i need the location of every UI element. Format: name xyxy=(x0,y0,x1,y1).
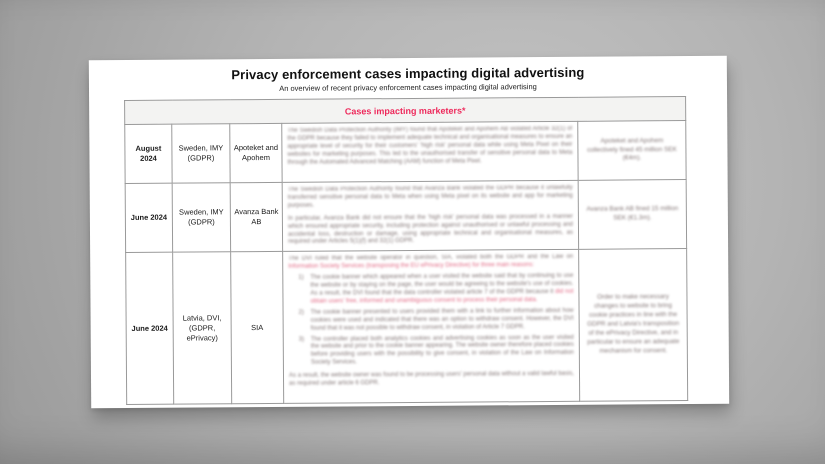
case-description-paragraph: In particular, Avanza Bank did not ensure that the 'high risk' personal data was processed in a manner which ensured appropriate security, including protection against unauthorised or unlawful processing and accidental loss, destruction or damage, using appropriate technical and organisational measures, as required under Articles 5(1)(f) and 32(1) GDPR. xyxy=(287,213,574,246)
case-outcome: Apoteket and Apohem collectively fined 45 million SEK (€4m). xyxy=(586,136,677,162)
page-subtitle: An overview of recent privacy enforcement cases impacting digital advertising xyxy=(279,82,537,93)
description-cell xyxy=(282,180,578,251)
authority-cell: Latvia, DVI, (GDPR, ePrivacy) xyxy=(173,252,232,404)
company-cell: Avanza Bank AB xyxy=(230,182,282,252)
outcome-cell xyxy=(578,180,687,250)
cases-table xyxy=(124,96,688,405)
table-row xyxy=(125,121,686,184)
highlighted-text: Information Society Services (transposing the EU ePrivacy Directive) for three main reasons: xyxy=(288,262,535,271)
document-page xyxy=(89,56,729,408)
outcome-cell xyxy=(578,121,686,181)
date-cell: August 2024 xyxy=(125,124,172,183)
date-cell: June 2024 xyxy=(125,183,172,253)
description-cell xyxy=(283,250,580,404)
case-outcome: Order to make necessary changes to website to bring cookie practices in line with the GDPR and Latvia's transposition of the ePrivacy Directive, and in particular to ensure an adequate mechanism for consent. xyxy=(587,293,680,355)
table-row xyxy=(125,180,687,253)
highlighted-text: did not obtain users' free, informed and unambiguous consent to process their personal data. xyxy=(310,288,574,305)
table-row xyxy=(126,249,688,405)
date-cell: June 2024 xyxy=(126,252,174,404)
company-cell: SIA xyxy=(231,252,284,404)
page-title: Privacy enforcement cases impacting digital advertising xyxy=(231,64,585,83)
case-list-item: 2) The cookie banner presented to users provided them with a link to further information about how cookies were used and indicated that there was an option to withdraw consent. However, the DVI found that it was not possible to withdraw consent, in violation of Article 7 GDPR. xyxy=(298,307,574,332)
company-cell: Apoteket and Apohem xyxy=(230,123,282,182)
case-description-conclusion: As a result, the website owner was found to be processing users' personal data without a valid lawful basis, as required under article 6 GDPR. xyxy=(288,370,575,387)
authority-cell: Sweden, IMY (GDPR) xyxy=(172,183,230,253)
case-description-paragraph: The Swedish Data Protection Authority found that Avanza Bank violated the GDPR because it unlawfully transferred sensitive personal data to Meta when using Meta pixel on its website and app for marketing purposes. xyxy=(287,184,573,209)
authority-cell: Sweden, IMY (GDPR) xyxy=(172,124,230,183)
description-cell xyxy=(282,121,578,182)
case-outcome: Avanza Bank AB fined 15 million SEK (€1.3m). xyxy=(586,205,679,222)
table-header: Cases impacting marketers* xyxy=(125,97,686,125)
case-description: The Swedish Data Protection Authority (IMY) found that Apoteket and Apohem AB violated Article 32(1) of the GDPR because they failed to implement adequate technical and organisational measures to ensure an appropriate level of security for their customers' 'high risk' personal data while using Meta Pixel on their websites for marketing purposes. This led to the unauthorised transfer of sensitive personal data to Meta through the Automated Advanced Matching (AAM) function of Meta Pixel. xyxy=(287,125,573,166)
case-list-item: 1) The cookie banner which appeared when a user visited the website said that by continuing to use the website or by staying on the page, the user would be agreeing to the website's use of cookies. As a result, the DVI found that the data controller violated article 7 of the GDPR because it did not obtain users' free, informed and unambiguous consent to process their personal data. xyxy=(298,273,574,305)
outcome-cell xyxy=(579,249,688,402)
case-description-intro: The DVI ruled that the website operator in question, SIA, violated both the GDPR and the Law on Information Society Services (transposing the EU ePrivacy Directive) for three main reasons: xyxy=(288,254,574,271)
case-list-item: 3) The controller placed both analytics cookies and advertising cookies as soon as the user visited the website and prior to the cookie banner appearing. The website owner therefore placed cookies before providing users with the possibility to give consent, in violation of the Law on Information Society Services. xyxy=(298,334,574,366)
